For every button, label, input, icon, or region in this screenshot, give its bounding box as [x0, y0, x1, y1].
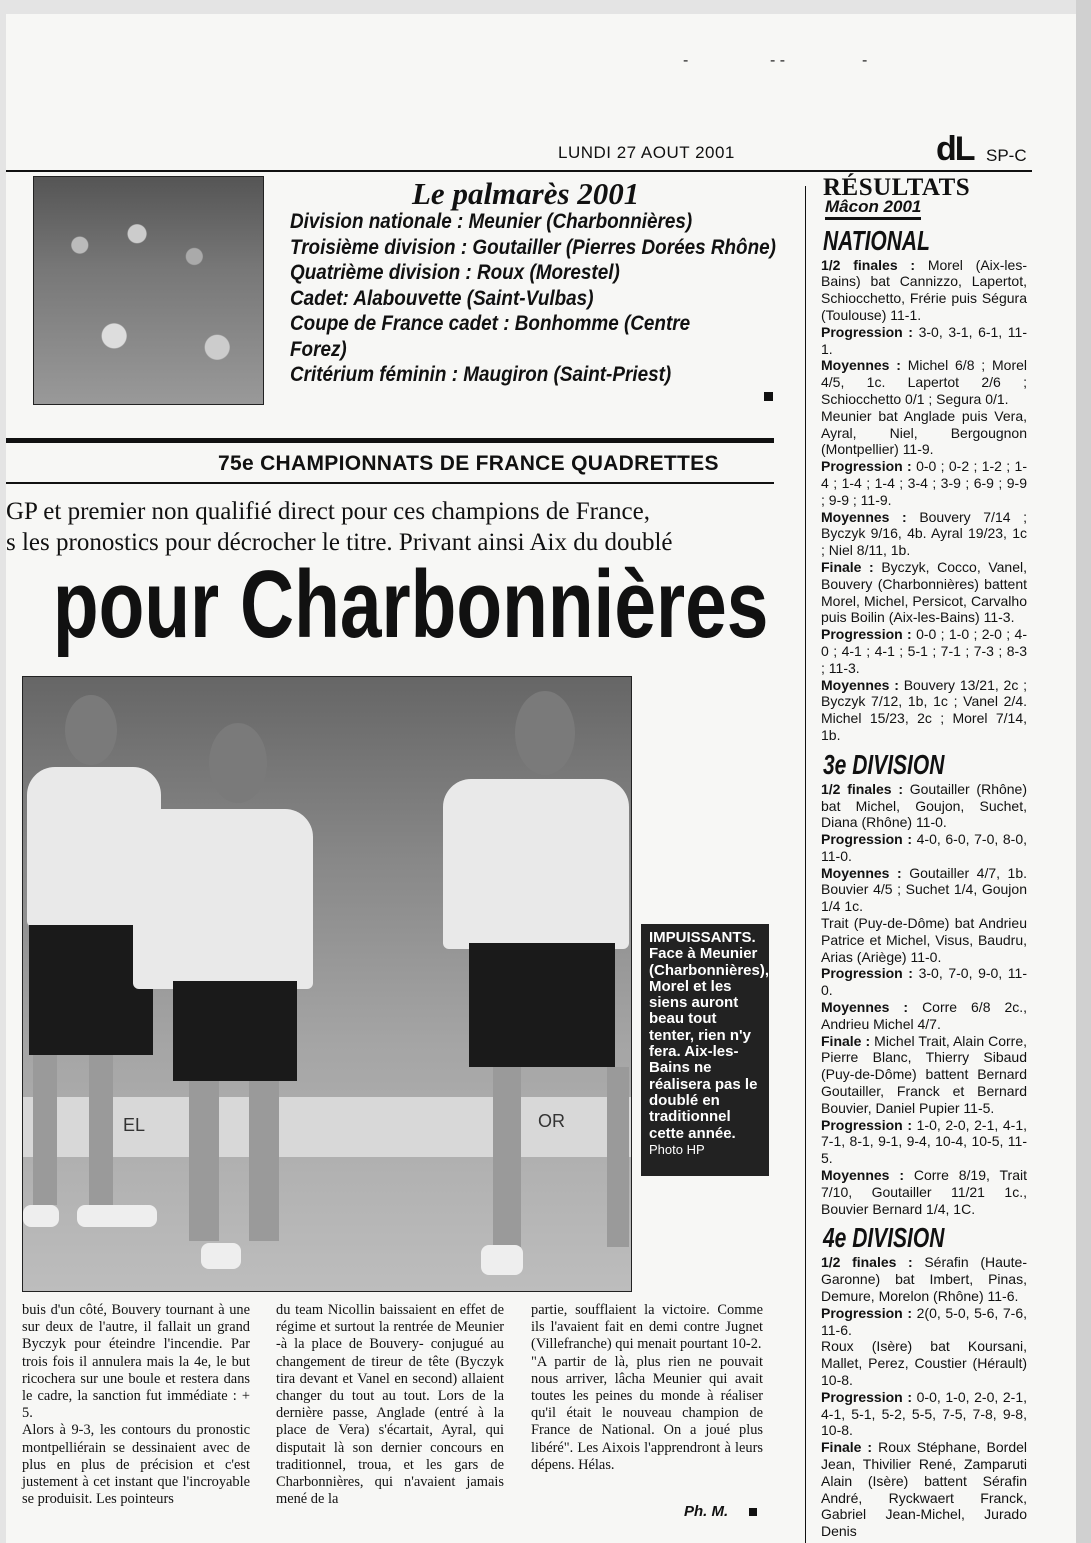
result-entry [821, 1439, 1027, 1540]
header-rule [6, 170, 1032, 172]
result-entry [821, 865, 1027, 915]
result-text: Goutailler (Rhône) bat Michel, Goujon, Suchet, Diana (Rhône) 11-0. [821, 780, 1027, 831]
end-mark-icon [764, 392, 773, 401]
result-text: Roux Stéphane, Bordel Jean, Thivilier René, Zamparuti Alain (Isère) battent Sérafin André, Ryckwaert Franck, Gabriel Jean-Michel, Jurado Denis [821, 1439, 1028, 1540]
result-entry [821, 1389, 1027, 1439]
result-label: Moyennes : [821, 999, 909, 1016]
team-photo [22, 676, 632, 1292]
section-code: SP-C [986, 146, 1027, 165]
result-text: Roux (Isère) bat Koursani, Mallet, Perez, Coustier (Hérault) 10-8. [821, 1338, 1027, 1388]
result-label: Moyennes : [821, 508, 907, 525]
palmares-title: Le palmarès 2001 [412, 176, 640, 211]
result-text: 4-0, 6-0, 7-0, 8-0, 11-0. [821, 831, 1028, 864]
article-paragraph: Alors à 9-3, les contours du pronostic montpelliérain se dessinaient avec de plus en plus de précision et c'est justement à cet instant que l'incroyable se produisit. Les pointeurs [22, 1422, 250, 1508]
result-text: Trait (Puy-de-Dôme) bat Andrieu Patrice et Michel, Visus, Baudru, Arias (Ariège) 11-0. [821, 915, 1027, 965]
result-text: 3-0, 3-1, 6-1, 11-1. [821, 323, 1027, 357]
result-text: Michel Trait, Alain Corre, Pierre Blanc, Thierry Sibaud (Puy-de-Dôme) battent Bernard Goutailler, Franck et Bernard Bouvier, Daniel Pupier 11-5. [821, 1032, 1028, 1116]
scan-edge [1076, 0, 1091, 1543]
photo-credit: Photo HP [649, 1141, 705, 1157]
result-entry [821, 915, 1027, 965]
article-paragraph: partie, soufflaient la victoire. Comme ils l'avaient fait en demi contre Jugnet (Villefranche) qui menait pourtant 10-2. [531, 1302, 763, 1353]
board-text-right: OR [538, 1111, 565, 1131]
article-paragraph: "A partir de là, plus rien ne pouvait nous arriver, lâcha Meunier qui avait toutes les peines du monde à réaliser qu'il était le nouveau champion de France de National. On a joué plus libéré". Les Aixois l'apprendront à leurs dépens. Hélas. [531, 1353, 763, 1473]
result-text: Morel (Aix-les-Bains) bat Cannizzo, Lapertot, Schiocchetto, Frérie puis Ségura (Toulouse) 11-1. [821, 256, 1027, 323]
results-subtitle: Mâcon 2001 [825, 199, 921, 220]
palmares-list [290, 209, 776, 388]
article-paragraph: du team Nicollin baissaient en effet de régime et surtout la rentrée de Meunier -à la place de Bouvery- conjugué au changement de tireur de tête (Byczyk tira devant et Vanel en second) allaient changer du tout au tout. Lors de la dernière passe, Anglade (entré à la place de Vera) s'écartait, Ayral, qui disputait là son dernier concours en traditionnel, troua, et les gars de Charbonnières, qui n'avaient jamais mené de la [276, 1302, 504, 1508]
top-dash-2: - - [770, 52, 786, 69]
result-text: 1-0, 2-0, 2-1, 4-1, 7-1, 8-1, 9-1, 9-4, 10-4, 10-5, 11-5. [821, 1116, 1028, 1167]
result-entry [821, 1167, 1027, 1217]
author-signature: Ph. M. [684, 1503, 729, 1520]
deck-line-2: s les pronostics pour décrocher le titre. Privant ainsi Aix du doublé [6, 529, 673, 556]
result-label: 1/2 finales : [821, 780, 903, 797]
div3-results [821, 781, 1027, 1218]
result-label: Progression : [821, 323, 913, 340]
palmares-item: Cadet: Alabouvette (Saint-Vulbas) [290, 286, 594, 310]
photo-caption [641, 924, 769, 1176]
article-deck [6, 496, 776, 558]
palmares-item: Division nationale : Meunier (Charbonnières) [290, 210, 693, 233]
result-label: Moyennes : [821, 357, 901, 374]
result-text: Bouvery 7/14 ; Byczyk 9/16, 4b. Ayral 19/23, 1c ; Niel 8/11, 1b. [821, 508, 1027, 559]
article-column-2 [276, 1302, 504, 1508]
result-entry [821, 559, 1027, 626]
result-entry [821, 1033, 1027, 1117]
palmares-item: Critérium féminin : Maugiron (Saint-Priest) [290, 363, 672, 386]
article-headline [6, 550, 776, 660]
result-entry [821, 257, 1027, 324]
result-entry [821, 1254, 1027, 1304]
palmares-item: Quatrième division : Roux (Morestel) [290, 261, 620, 284]
deck-line-1: GP et premier non qualifié direct pour ces champions de France, [6, 498, 650, 525]
crowd-photo [33, 176, 264, 405]
article-column-3 [531, 1302, 763, 1474]
div4-results [821, 1254, 1027, 1540]
result-label: Finale : [821, 1032, 871, 1049]
result-label: Moyennes : [821, 676, 899, 693]
results-column [821, 174, 1028, 1540]
result-text: 3-0, 7-0, 9-0, 11-0. [821, 965, 1027, 999]
article-column-1 [22, 1302, 250, 1508]
result-entry [821, 999, 1027, 1033]
issue-date: LUNDI 27 AOUT 2001 [558, 143, 735, 162]
result-text: Corre 8/19, Trait 7/10, Goutailler 11/21 1c., Bouvier Bernard 1/4, 1C. [821, 1167, 1027, 1217]
result-entry [821, 781, 1027, 831]
result-label: 1/2 finales : [821, 256, 916, 273]
result-entry [821, 357, 1027, 407]
result-label: Moyennes : [821, 1167, 904, 1184]
board-text-left: EL [123, 1115, 146, 1135]
result-text: Meunier bat Anglade puis Vera, Ayral, Niel, Bergougnon (Montpellier) 11-9. [821, 407, 1027, 458]
div3-heading: 3e DIVISION [823, 748, 945, 780]
result-text: Michel 6/8 ; Morel 4/5, 1c. Lapertot 2/6 ; Schiocchetto 0/1 ; Segura 0/1. [821, 357, 1027, 407]
banner-rule-bottom [6, 482, 774, 484]
result-label: 1/2 finales : [821, 1254, 913, 1271]
national-heading: NATIONAL [823, 224, 930, 256]
top-dash-3: - [862, 52, 868, 69]
div4-heading: 4e DIVISION [823, 1222, 945, 1254]
result-entry [821, 1338, 1027, 1388]
result-entry [821, 458, 1027, 508]
banner-rule-top [6, 438, 774, 443]
result-entry [821, 626, 1027, 676]
result-label: Progression : [821, 626, 912, 643]
headline-text: pour Charbonnières [52, 551, 768, 658]
newspaper-logo: dL [936, 130, 974, 168]
result-entry [821, 831, 1027, 865]
result-label: Finale : [821, 1439, 873, 1456]
result-entry [821, 1305, 1027, 1339]
result-label: Moyennes : [821, 864, 902, 881]
result-label: Progression : [821, 831, 912, 848]
section-banner: 75e CHAMPIONNATS DE FRANCE QUADRETTES [218, 452, 719, 475]
result-label: Finale : [821, 558, 874, 575]
result-entry [821, 324, 1027, 358]
result-label: Progression : [821, 458, 912, 475]
column-divider [805, 186, 806, 1543]
result-text: Corre 6/8 2c., Andrieu Michel 4/7. [821, 999, 1028, 1032]
result-text: 0-0 ; 0-2 ; 1-2 ; 1-4 ; 1-4 ; 1-4 ; 3-4 ; 3-9 ; 6-9 ; 9-9 ; 9-9 ; 11-9. [821, 458, 1027, 508]
result-text: 0-0 ; 1-0 ; 2-0 ; 4-0 ; 4-1 ; 4-1 ; 5-1 ; 7-1 ; 7-3 ; 8-3 ; 11-3. [821, 626, 1027, 676]
end-mark-icon [749, 1508, 757, 1516]
results-title: RÉSULTATS [823, 174, 971, 201]
result-text: Sérafin (Haute-Garonne) bat Imbert, Pinas, Demure, Morelon (Rhône) 11-6. [821, 1254, 1028, 1305]
top-dash-1: - [683, 52, 689, 69]
result-label: Progression : [821, 1388, 912, 1405]
result-entry [821, 1117, 1027, 1167]
caption-text: IMPUISSANTS. Face à Meunier (Charbonnières), Morel et les siens auront beau tout tenter, rien n'y fera. Aix-les-Bains ne réalisera pas le doublé en traditionnel cette année. [649, 929, 770, 1142]
result-label: Progression : [821, 1304, 912, 1321]
result-label: Progression : [821, 1116, 912, 1133]
result-entry [821, 408, 1027, 458]
result-label: Progression : [821, 965, 913, 982]
result-text: Goutailler 4/7, 1b. Bouvier 4/5 ; Suchet 1/4, Goujon 1/4 1c. [821, 864, 1028, 915]
result-text: Bouvery 13/21, 2c ; Byczyk 7/12, 1b, 1c ; Vanel 2/4. Michel 15/23, 2c ; Morel 7/14, 1b. [821, 676, 1027, 743]
result-text: Byczyk, Cocco, Vanel, Bouvery (Charbonnières) battent Morel, Michel, Persicot, Carvalho puis Boilin (Aix-les-Bains) 11-3. [821, 558, 1027, 626]
national-results [821, 257, 1027, 744]
palmares-item: Troisième division : Goutailler (Pierres Dorées Rhône) [290, 235, 776, 259]
result-text: 0-0, 1-0, 2-0, 2-1, 4-1, 5-1, 5-2, 5-5, 7-5, 7-8, 9-8, 10-8. [821, 1388, 1028, 1439]
palmares-item: Coupe de France cadet : Bonhomme (Centre Forez) [290, 312, 691, 361]
article-paragraph: buis d'un côté, Bouvery tournant à une sur deux de l'autre, il fallait un grand Byczyk pour éteindre l'incendie. Par trois fois il annulera mais la 4e, le but ricochera sur une boule et restera dans le cadre, la sanction fut immédiate : + 5. [22, 1302, 250, 1422]
result-text: 2(0, 5-0, 5-6, 7-6, 11-6. [821, 1304, 1028, 1338]
result-entry [821, 677, 1027, 744]
result-entry [821, 965, 1027, 999]
result-entry [821, 509, 1027, 559]
photo-advert-board [23, 1097, 631, 1157]
